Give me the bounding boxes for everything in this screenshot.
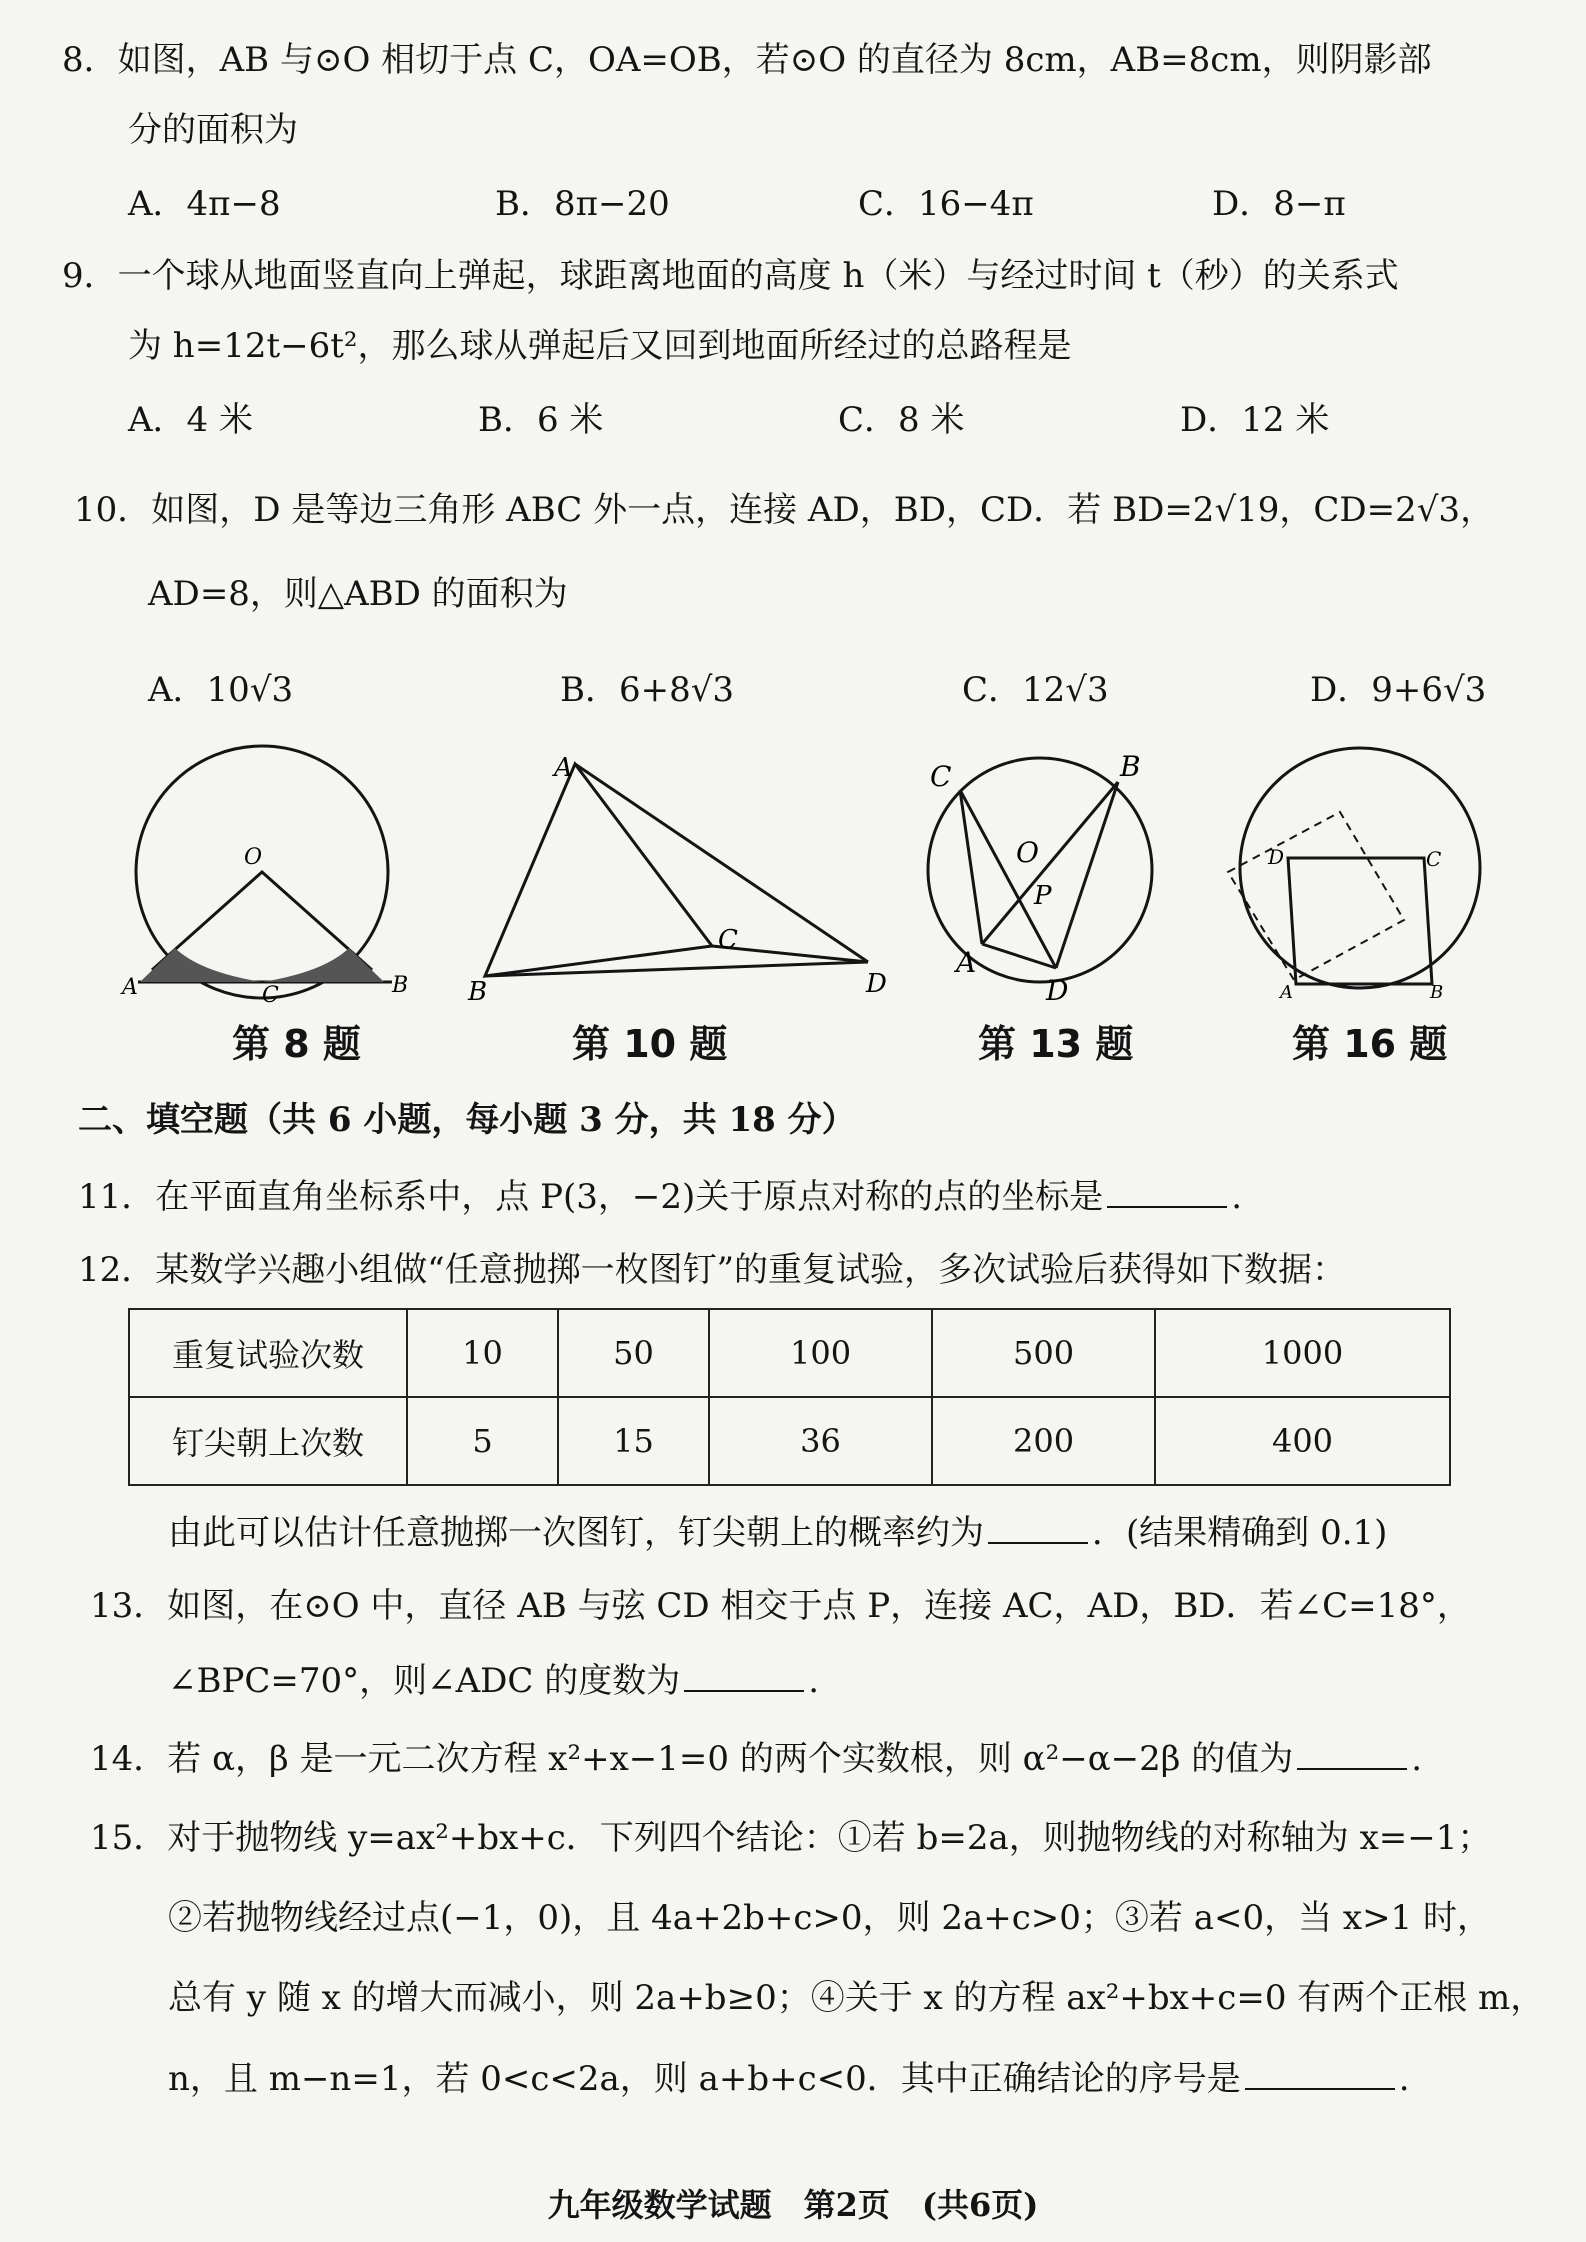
figure-13: [928, 750, 1152, 1007]
fig10-label-b: B: [468, 977, 488, 1007]
q9-option-c: C．8 米: [838, 400, 965, 440]
caption-fig10: 第 10 题: [572, 1022, 728, 1066]
caption-fig8: 第 8 题: [232, 1022, 361, 1066]
q13-line1: 13．如图，在⊙O 中，直径 AB 与弦 CD 相交于点 P，连接 AC，AD，BD．若∠C=18°，: [90, 1586, 1471, 1626]
fig13-label-a: A: [956, 946, 977, 979]
q13-end: .: [808, 1661, 820, 1701]
fig8-label-o: O: [244, 845, 263, 870]
q9-option-b: B．6 米: [478, 400, 604, 440]
q15-line3: 总有 y 随 x 的增大而减小，则 2a+b≥0；④关于 x 的方程 ax²+bx+c=0 有两个正根 m，: [168, 1978, 1545, 2018]
q9-option-a: A．4 米: [128, 400, 253, 440]
table-cell: 500: [932, 1309, 1155, 1397]
q11-answer-blank[interactable]: [1107, 1176, 1227, 1208]
q8-option-a: A．4π−8: [128, 184, 281, 224]
fig8-label-a: A: [122, 975, 138, 1000]
table-cell: 15: [558, 1397, 709, 1485]
fig13-label-o: O: [1016, 836, 1039, 869]
q15-answer-blank[interactable]: [1245, 2058, 1395, 2090]
q10-line1: 10．如图，D 是等边三角形 ABC 外一点，连接 AD，BD，CD．若 BD=2√19，CD=2√3，: [74, 490, 1495, 530]
q9-option-d: D．12 米: [1180, 400, 1330, 440]
q14-line: [90, 1738, 1422, 1779]
fig16-label-b: B: [1430, 982, 1444, 1003]
q13-line2: ∠BPC=70°，则∠ADC 的度数为: [168, 1661, 681, 1701]
fig10-label-c: C: [718, 925, 738, 955]
fig16-label-d: D: [1268, 845, 1285, 869]
q14-answer-blank[interactable]: [1297, 1738, 1407, 1770]
q15-end: .: [1398, 2059, 1410, 2099]
q11-text: 11．在平面直角坐标系中，点 P(3，−2)关于原点对称的点的坐标是: [78, 1177, 1104, 1217]
section2-heading: 二、填空题（共 6 小题，每小题 3 分，共 18 分）: [78, 1100, 856, 1140]
table-cell: 400: [1155, 1397, 1450, 1485]
caption-fig13: 第 13 题: [978, 1022, 1134, 1066]
q10-option-a: A．10√3: [148, 670, 294, 710]
q15-line1: 15．对于抛物线 y=ax²+bx+c．下列四个结论：①若 b=2a，则抛物线的对称轴为 x=−1；: [90, 1818, 1492, 1858]
table-cell: 200: [932, 1397, 1155, 1485]
table-cell: 1000: [1155, 1309, 1450, 1397]
fig16-label-c: C: [1426, 847, 1442, 871]
q10-option-b: B．6+8√3: [560, 670, 735, 710]
q8-line2: 分的面积为: [128, 110, 298, 150]
row-header-tip-up: 钉尖朝上次数: [129, 1397, 407, 1485]
fig13-label-c: C: [930, 760, 952, 793]
q13-answer-blank[interactable]: [684, 1660, 804, 1692]
q9-line1: 9．一个球从地面竖直向上弹起，球距离地面的高度 h（米）与经过时间 t（秒）的关系式: [62, 256, 1399, 296]
q8-option-c: C．16−4π: [858, 184, 1034, 224]
q10-line2: AD=8，则△ABD 的面积为: [148, 574, 568, 614]
figure-16: [1228, 748, 1480, 1003]
q15-line2: ②若抛物线经过点(−1，0)，且 4a+2b+c>0，则 2a+c>0；③若 a<0，当 x>1 时，: [168, 1898, 1491, 1938]
q10-option-d: D．9+6√3: [1310, 670, 1487, 710]
q8-line1: 8．如图，AB 与⊙O 相切于点 C，OA=OB，若⊙O 的直径为 8cm，AB=8cm，则阴影部: [62, 40, 1432, 80]
q12-after-line: [168, 1512, 1387, 1553]
fig8-label-b: B: [392, 973, 409, 998]
q14-end: .: [1411, 1739, 1423, 1779]
row-header-trials: 重复试验次数: [129, 1309, 407, 1397]
q8-option-b: B．8π−20: [495, 184, 670, 224]
figure-10: [467, 753, 887, 1007]
fig10-label-d: D: [866, 969, 887, 999]
table-row: [129, 1397, 1450, 1485]
fig10-label-a: A: [554, 753, 573, 783]
q11-line: [78, 1176, 1242, 1217]
caption-fig16: 第 16 题: [1292, 1022, 1448, 1066]
table-cell: 100: [709, 1309, 932, 1397]
figure-8: [120, 746, 408, 1008]
q13-line2-wrap: [168, 1660, 819, 1701]
q12-data-table: [128, 1308, 1451, 1486]
q15-line4-wrap: [168, 2058, 1410, 2099]
fig16-label-a: A: [1280, 982, 1293, 1003]
q15-line4: n，且 m−n=1，若 0<c<2a，则 a+b+c<0．其中正确结论的序号是: [168, 2059, 1241, 2099]
table-row: [129, 1309, 1450, 1397]
q12-after-text: 由此可以估计任意抛掷一次图钉，钉尖朝上的概率约为: [168, 1513, 984, 1553]
q11-end: .: [1231, 1177, 1243, 1217]
q9-line2: 为 h=12t−6t²，那么球从弹起后又回到地面所经过的总路程是: [128, 326, 1072, 366]
fig8-label-c: C: [262, 983, 279, 1008]
q12-answer-blank[interactable]: [988, 1512, 1088, 1544]
q14-text: 14．若 α，β 是一元二次方程 x²+x−1=0 的两个实数根，则 α²−α−2β 的值为: [90, 1739, 1294, 1779]
figures-row: [0, 740, 1586, 1020]
fig13-label-d: D: [1046, 974, 1069, 1007]
table-cell: 50: [558, 1309, 709, 1397]
table-cell: 10: [407, 1309, 558, 1397]
table-cell: 5: [407, 1397, 558, 1485]
q8-option-d: D．8−π: [1212, 184, 1346, 224]
q12-after-end: ．(结果精确到 0.1): [1092, 1513, 1388, 1553]
q10-option-c: C．12√3: [962, 670, 1109, 710]
fig13-label-p: P: [1034, 881, 1052, 911]
q12-line: 12．某数学兴趣小组做“任意抛掷一枚图钉”的重复试验，多次试验后获得如下数据：: [78, 1250, 1347, 1290]
page-footer: 九年级数学试题 第2页 (共6页): [547, 2186, 1039, 2224]
fig13-label-b: B: [1120, 750, 1141, 783]
table-cell: 36: [709, 1397, 932, 1485]
